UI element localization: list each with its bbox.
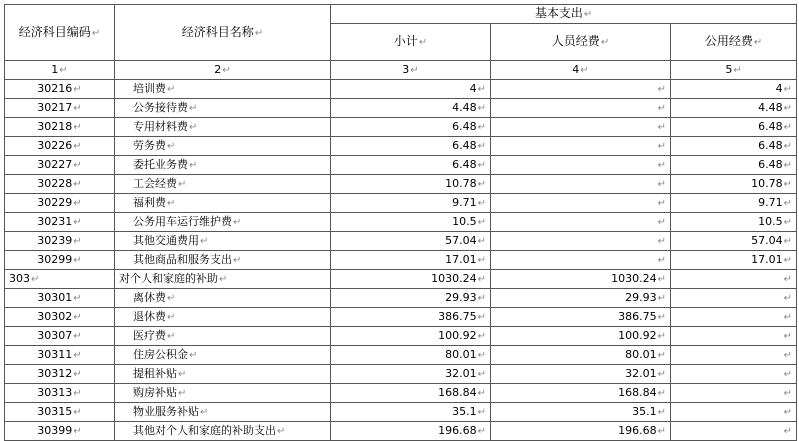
table-row [5, 346, 797, 365]
index-cell: 3 ↵ [331, 61, 491, 80]
public-cell: 6.48 ↵ [671, 118, 797, 137]
public-cell: 17.01 ↵ [671, 251, 797, 270]
table-row [5, 422, 797, 441]
personnel-cell [491, 80, 671, 99]
name-cell: 退休费 ↵ [115, 308, 331, 327]
name-cell: 劳务费 ↵ [115, 137, 331, 156]
public-cell: 4 ↵ [671, 80, 797, 99]
code-cell: 30307 ↵ [5, 327, 115, 346]
header-code: 经济科目编码 ↵ [5, 5, 115, 61]
subtotal-cell: 6.48 ↵ [331, 118, 491, 137]
public-cell: 57.04 ↵ [671, 232, 797, 251]
code-cell: 30216 ↵ [5, 80, 115, 99]
code-cell: 30231 ↵ [5, 213, 115, 232]
code-cell: 30228 ↵ [5, 175, 115, 194]
code-cell: 303 ↵ [5, 270, 115, 289]
subtotal-cell: 4.48 ↵ [331, 99, 491, 118]
personnel-cell [491, 232, 671, 251]
code-cell: 30229 ↵ [5, 194, 115, 213]
personnel-cell: 29.93 ↵ [491, 289, 671, 308]
code-cell: 30299 ↵ [5, 251, 115, 270]
name-cell: 其他商品和服务支出 ↵ [115, 251, 331, 270]
table-row [5, 194, 797, 213]
code-cell: 30226 ↵ [5, 137, 115, 156]
name-cell: 其他交通费用 ↵ [115, 232, 331, 251]
personnel-cell [491, 99, 671, 118]
subtotal-cell: 29.93 ↵ [331, 289, 491, 308]
name-cell: 培训费 ↵ [115, 80, 331, 99]
code-cell: 30399 ↵ [5, 422, 115, 441]
code-cell: 30302 ↵ [5, 308, 115, 327]
table-row [5, 99, 797, 118]
public-cell: 10.5 ↵ [671, 213, 797, 232]
code-cell: 30313 ↵ [5, 384, 115, 403]
public-cell [671, 365, 797, 384]
name-cell: 专用材料费 ↵ [115, 118, 331, 137]
subtotal-cell: 196.68 ↵ [331, 422, 491, 441]
subtotal-cell: 6.48 ↵ [331, 156, 491, 175]
header-row-top [5, 5, 797, 24]
personnel-cell: 100.92 ↵ [491, 327, 671, 346]
table-row [5, 403, 797, 422]
code-cell: 30239 ↵ [5, 232, 115, 251]
header-name: 经济科目名称 ↵ [115, 5, 331, 61]
name-cell: 医疗费 ↵ [115, 327, 331, 346]
subtotal-cell: 100.92 ↵ [331, 327, 491, 346]
table-row [5, 156, 797, 175]
public-cell: 6.48 ↵ [671, 156, 797, 175]
personnel-cell [491, 137, 671, 156]
personnel-cell: 32.01 ↵ [491, 365, 671, 384]
subtotal-cell: 35.1 ↵ [331, 403, 491, 422]
table-row [5, 251, 797, 270]
table-row [5, 384, 797, 403]
public-cell: 4.48 ↵ [671, 99, 797, 118]
table-row [5, 137, 797, 156]
subtotal-cell: 10.5 ↵ [331, 213, 491, 232]
subtotal-cell: 6.48 ↵ [331, 137, 491, 156]
name-cell: 离休费 ↵ [115, 289, 331, 308]
personnel-cell: 35.1 ↵ [491, 403, 671, 422]
name-cell: 公务接待费 ↵ [115, 99, 331, 118]
subtotal-cell: 4 ↵ [331, 80, 491, 99]
subtotal-cell: 10.78 ↵ [331, 175, 491, 194]
header-personnel: 人员经费 ↵ [491, 24, 671, 61]
code-cell: 30217 ↵ [5, 99, 115, 118]
subtotal-cell: 9.71 ↵ [331, 194, 491, 213]
name-cell: 工会经费 ↵ [115, 175, 331, 194]
header-basic-expenditure: 基本支出 ↵ [331, 5, 797, 24]
table-row [5, 213, 797, 232]
table-row [5, 118, 797, 137]
index-cell: 1 ↵ [5, 61, 115, 80]
public-cell [671, 308, 797, 327]
public-cell [671, 327, 797, 346]
index-row [5, 61, 797, 80]
personnel-cell [491, 213, 671, 232]
code-cell: 30301 ↵ [5, 289, 115, 308]
subtotal-cell: 32.01 ↵ [331, 365, 491, 384]
table-row [5, 232, 797, 251]
code-cell: 30311 ↵ [5, 346, 115, 365]
personnel-cell: 386.75 ↵ [491, 308, 671, 327]
subtotal-cell: 1030.24 ↵ [331, 270, 491, 289]
subtotal-cell: 80.01 ↵ [331, 346, 491, 365]
table-row [5, 289, 797, 308]
public-cell: 6.48 ↵ [671, 137, 797, 156]
table-row [5, 270, 797, 289]
name-cell: 提租补贴 ↵ [115, 365, 331, 384]
table-row [5, 327, 797, 346]
index-cell: 5 ↵ [671, 61, 797, 80]
code-cell: 30227 ↵ [5, 156, 115, 175]
public-cell [671, 346, 797, 365]
name-cell: 购房补贴 ↵ [115, 384, 331, 403]
public-cell [671, 422, 797, 441]
personnel-cell: 196.68 ↵ [491, 422, 671, 441]
personnel-cell [491, 251, 671, 270]
code-cell: 30218 ↵ [5, 118, 115, 137]
table-row [5, 365, 797, 384]
personnel-cell: 80.01 ↵ [491, 346, 671, 365]
name-cell: 公务用车运行维护费 ↵ [115, 213, 331, 232]
code-cell: 30312 ↵ [5, 365, 115, 384]
personnel-cell [491, 194, 671, 213]
subtotal-cell: 17.01 ↵ [331, 251, 491, 270]
public-cell [671, 403, 797, 422]
public-cell [671, 270, 797, 289]
code-cell: 30315 ↵ [5, 403, 115, 422]
table-row [5, 175, 797, 194]
public-cell: 10.78 ↵ [671, 175, 797, 194]
table-row [5, 80, 797, 99]
personnel-cell: 1030.24 ↵ [491, 270, 671, 289]
name-cell: 福利费 ↵ [115, 194, 331, 213]
subtotal-cell: 57.04 ↵ [331, 232, 491, 251]
public-cell: 9.71 ↵ [671, 194, 797, 213]
header-subtotal: 小计 ↵ [331, 24, 491, 61]
budget-table [4, 4, 797, 441]
name-cell: 委托业务费 ↵ [115, 156, 331, 175]
subtotal-cell: 168.84 ↵ [331, 384, 491, 403]
index-cell: 2 ↵ [115, 61, 331, 80]
personnel-cell [491, 175, 671, 194]
name-cell: 对个人和家庭的补助 ↵ [115, 270, 331, 289]
header-public: 公用经费 ↵ [671, 24, 797, 61]
subtotal-cell: 386.75 ↵ [331, 308, 491, 327]
public-cell [671, 384, 797, 403]
personnel-cell: 168.84 ↵ [491, 384, 671, 403]
index-cell: 4 ↵ [491, 61, 671, 80]
table-row [5, 308, 797, 327]
public-cell [671, 289, 797, 308]
name-cell: 住房公积金 ↵ [115, 346, 331, 365]
personnel-cell [491, 156, 671, 175]
personnel-cell [491, 118, 671, 137]
name-cell: 其他对个人和家庭的补助支出 ↵ [115, 422, 331, 441]
name-cell: 物业服务补贴 ↵ [115, 403, 331, 422]
